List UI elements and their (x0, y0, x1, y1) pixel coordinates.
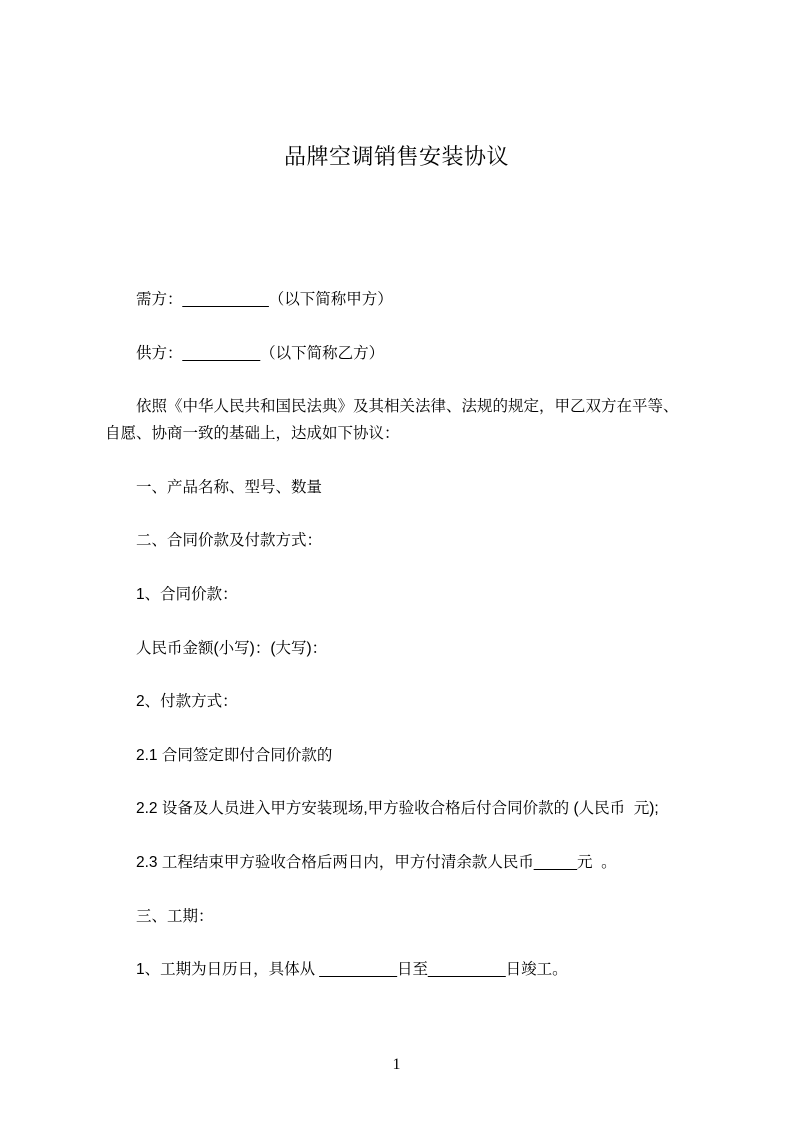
party-b-line: 供方：_________（以下简称乙方） (136, 344, 385, 362)
payment-clause-2-2: 2.2 设备及人员进入甲方安装现场,甲方验收合格后付合同价款的 (人民币 元); (136, 800, 659, 818)
document-body (105, 286, 690, 1010)
page-number: 1 (392, 1056, 401, 1073)
contract-price-heading: 1、合同价款： (136, 585, 238, 603)
payment-method-heading: 2、付款方式： (136, 693, 238, 711)
payment-clause-2-3: 2.3 工程结束甲方验收合格后两日内，甲方付清余款人民币_____元 。 (136, 853, 617, 871)
amount-line: 人民币金额(小写)：(大写)： (136, 639, 328, 657)
schedule-clause-1: 1、工期为日历日，具体从 _________日至_________日竣工。 (136, 961, 568, 979)
party-a-line: 需方：__________（以下简称甲方） (136, 291, 393, 308)
preamble-paragraph: 依照《中华人民共和国民法典》及其相关法律、法规的规定，甲乙双方在平等、自愿、协商一致的基础上，达成如下协议： (105, 398, 679, 443)
section-1-heading: 一、产品名称、型号、数量 (136, 478, 323, 496)
section-3-heading: 三、工期： (136, 907, 214, 925)
document-title: 品牌空调销售安装协议 (283, 144, 509, 169)
payment-clause-2-1: 2.1 合同签定即付合同价款的 (136, 746, 333, 764)
section-2-heading: 二、合同价款及付款方式： (136, 532, 323, 550)
